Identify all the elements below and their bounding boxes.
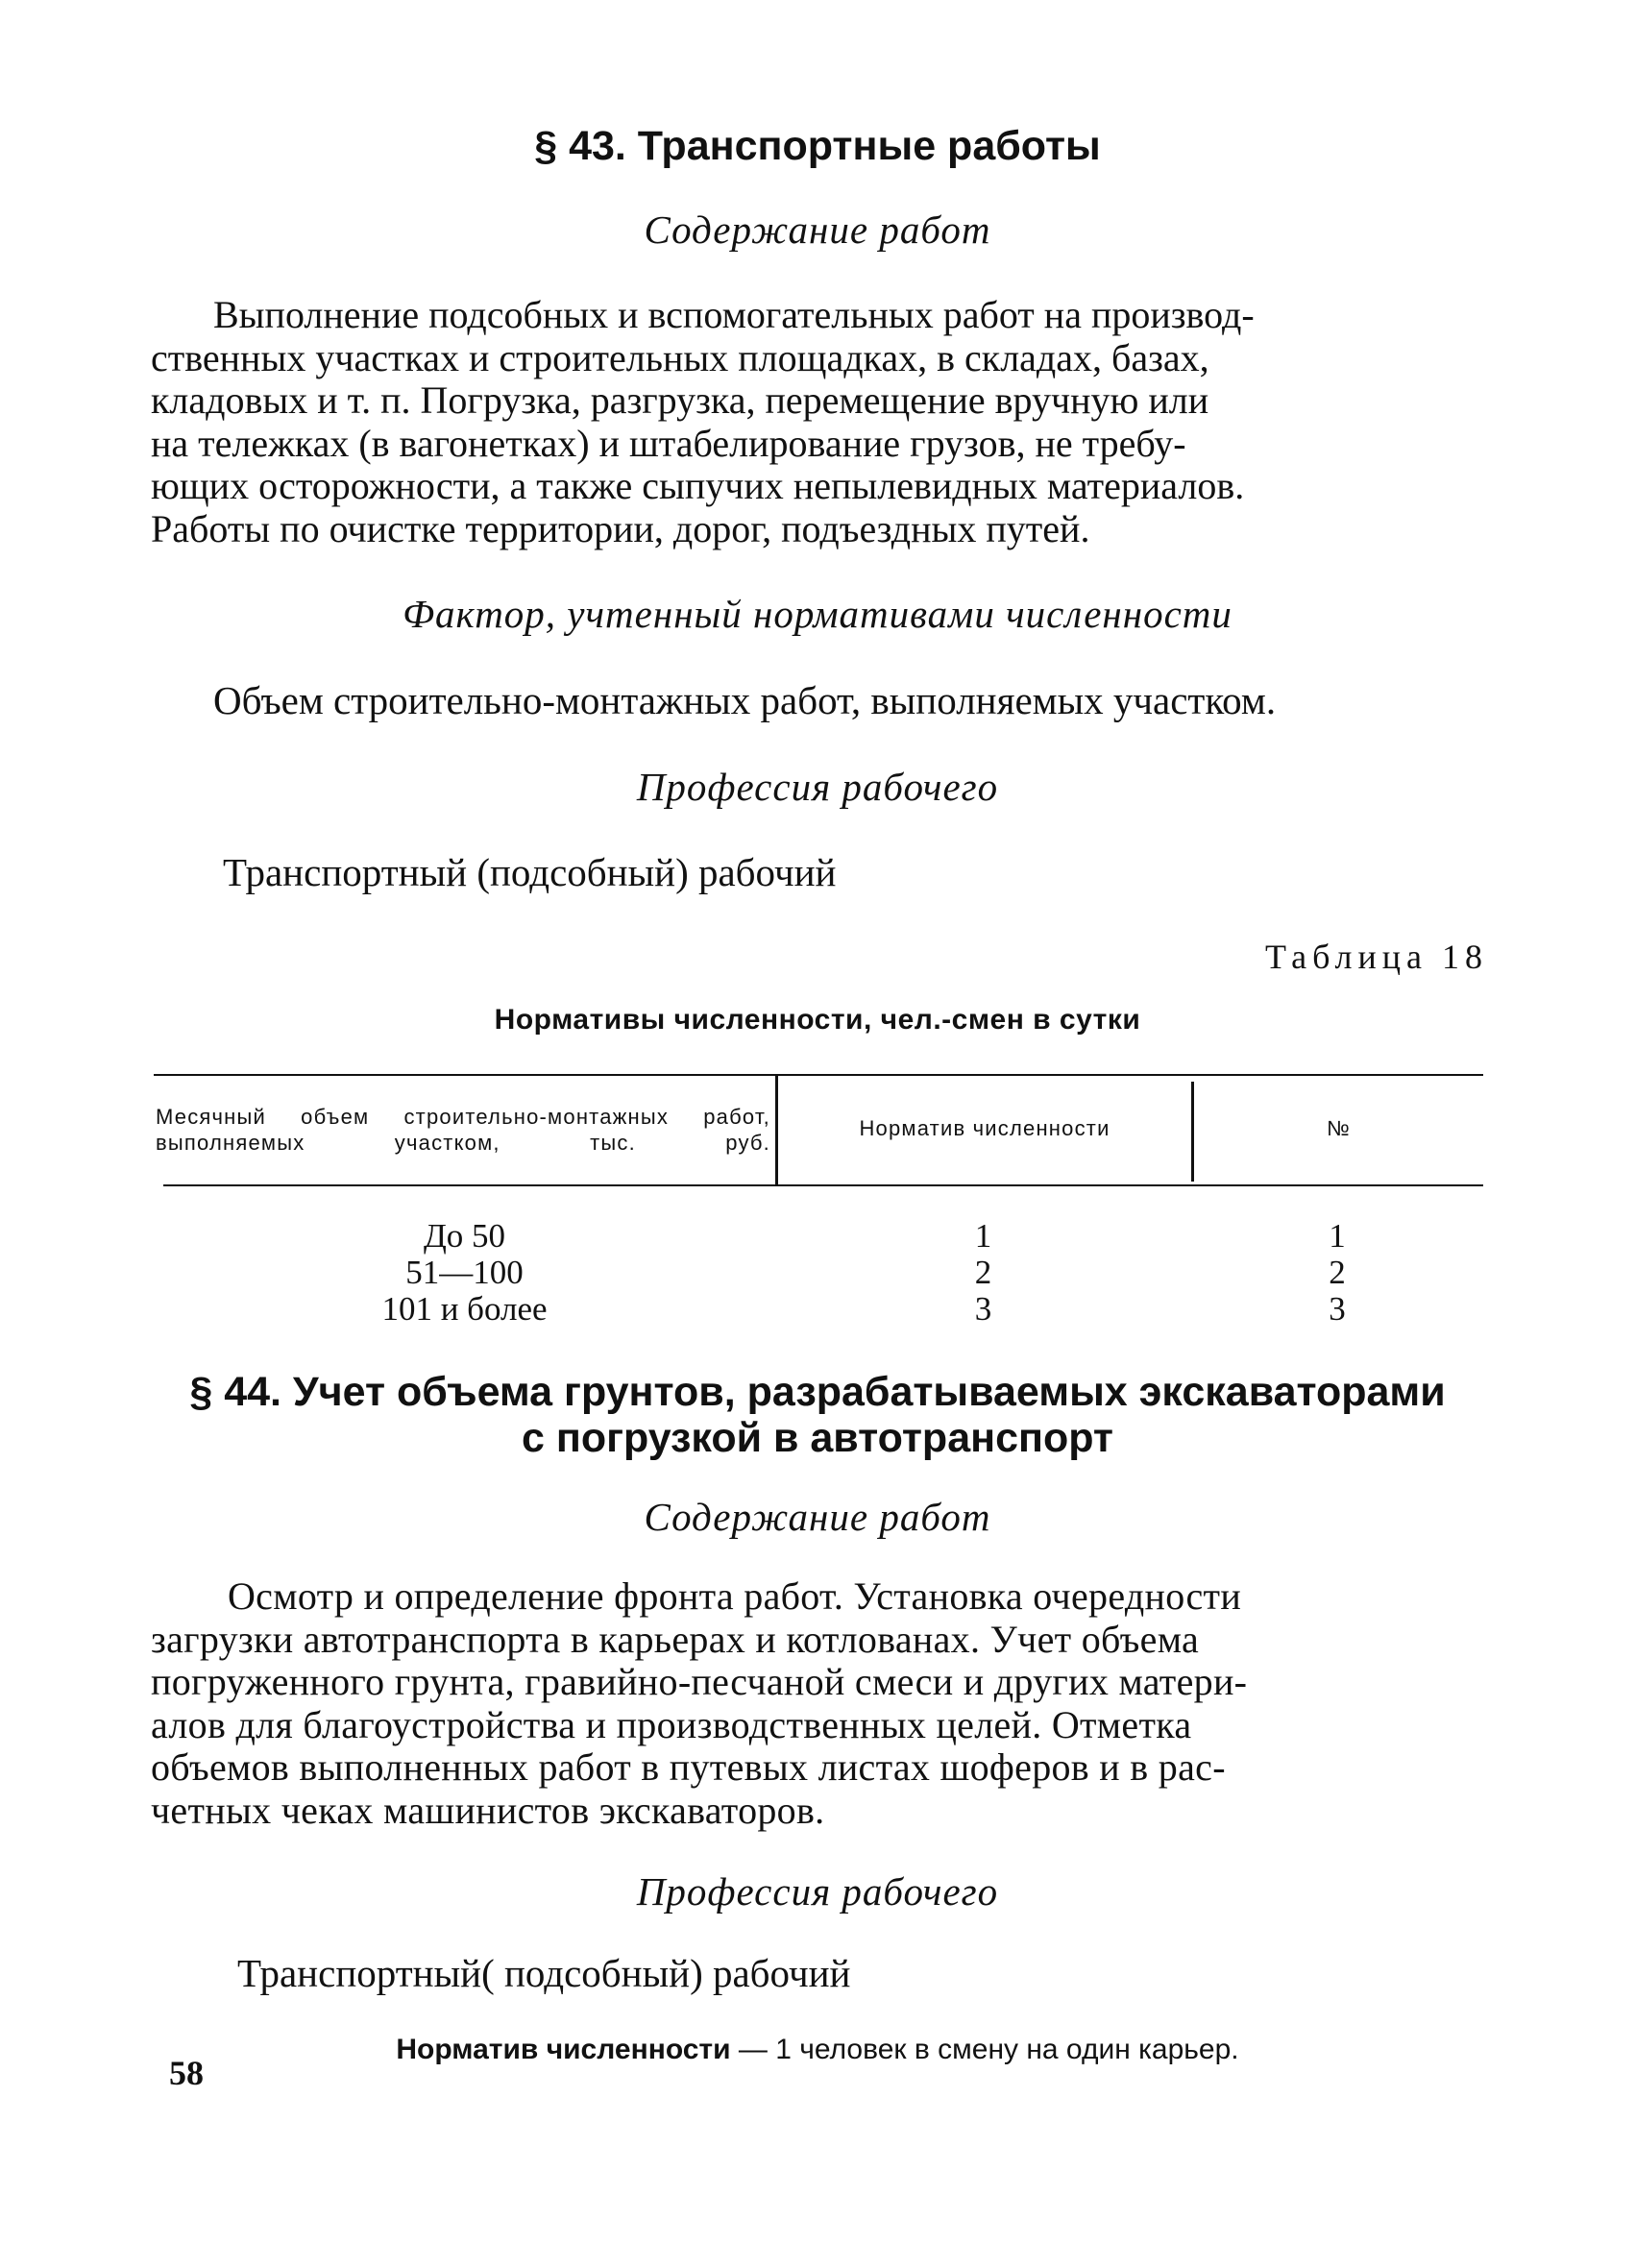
paragraph-line: объемов выполненных работ в путевых листах шоферов и в рас- [151, 1745, 1226, 1789]
table-cell: До 50 [423, 1217, 506, 1255]
section-44-content-heading: Содержание работ [644, 1495, 991, 1539]
paragraph-line: Осмотр и определение фронта работ. Установка очередности [228, 1574, 1242, 1618]
section-44-title-line-2: с погрузкой в автотранспорт [521, 1415, 1113, 1461]
section-43-content-heading: Содержание работ [644, 207, 991, 252]
section-43-profession-text: Транспортный (подсобный) рабочий [223, 850, 837, 894]
table-cell: 2 [1329, 1254, 1346, 1291]
section-43-profession-heading: Профессия рабочего [636, 765, 999, 809]
table-row [154, 1291, 1483, 1328]
section-44-content-paragraph [151, 1575, 1486, 1832]
paragraph-line: Работы по очистке территории, дорог, подъездных путей. [151, 506, 1090, 550]
table-title: Нормативы численности, чел.-смен в сутки [494, 1004, 1141, 1036]
paragraph-line: загрузки автотранспорта в карьерах и котлованах. Учет объема [151, 1617, 1200, 1661]
paragraph-line: на тележках (в вагонетках) и штабелирование грузов, не требу- [151, 421, 1186, 465]
paragraph-line: четных чеках машинистов экскаваторов. [151, 1788, 825, 1832]
section-44-profession-heading: Профессия рабочего [636, 1869, 999, 1914]
table-cell: 3 [974, 1290, 992, 1328]
table-label: Таблица 18 [1265, 938, 1488, 976]
page-number: 58 [169, 2054, 204, 2092]
paragraph-line: кладовых и т. п. Погрузка, разгрузка, перемещение вручную или [151, 378, 1209, 422]
table-row [154, 1255, 1483, 1291]
table-row [154, 1218, 1483, 1255]
table-cell: 2 [974, 1254, 992, 1291]
section-44-profession-text: Транспортный( подсобный) рабочий [237, 1951, 851, 1995]
section-43-content-paragraph [151, 294, 1486, 550]
paragraph-line: ственных участках и строительных площадках, в складах, базах, [151, 335, 1209, 379]
table-cell: 51—100 [405, 1254, 524, 1291]
table-header-number: № [1327, 1116, 1351, 1140]
paragraph-line: погруженного грунта, гравийно-песчаной смеси и других матери- [151, 1660, 1248, 1703]
paragraph-line: алов для благоустройства и производственных целей. Отметка [151, 1702, 1192, 1746]
paragraph-line: Выполнение подсобных и вспомогательных работ на производ- [213, 293, 1255, 336]
section-44-norm-line [0, 2034, 1635, 2066]
table-header-volume: Месячный объем строительно-монтажных работ, выполняемых участком, тыс. руб. [156, 1105, 770, 1155]
paragraph-line: ющих осторожности, а также сыпучих непылевидных материалов. [151, 464, 1245, 507]
table-header-rule [163, 1184, 1483, 1186]
table-top-rule [154, 1074, 1483, 1076]
table-cell: 101 и более [381, 1290, 548, 1328]
norm-text: — 1 человек в смену на один карьер. [730, 2034, 1239, 2065]
table-header-norm: Норматив численности [859, 1116, 1110, 1140]
norm-label: Норматив численности [396, 2034, 731, 2065]
section-43-factor-heading: Фактор, учтенный нормативами численности [403, 592, 1232, 636]
section-43-title: § 43. Транспортные работы [534, 123, 1101, 169]
table-body [154, 1218, 1483, 1328]
table-cell: 1 [1329, 1217, 1346, 1255]
section-43-factor-text: Объем строительно-монтажных работ, выполняемых участком. [213, 678, 1277, 722]
section-44-title-line-1: § 44. Учет объема грунтов, разрабатываемых экскаваторами [189, 1369, 1446, 1415]
table-cell: 1 [974, 1217, 992, 1255]
table-cell: 3 [1329, 1290, 1346, 1328]
